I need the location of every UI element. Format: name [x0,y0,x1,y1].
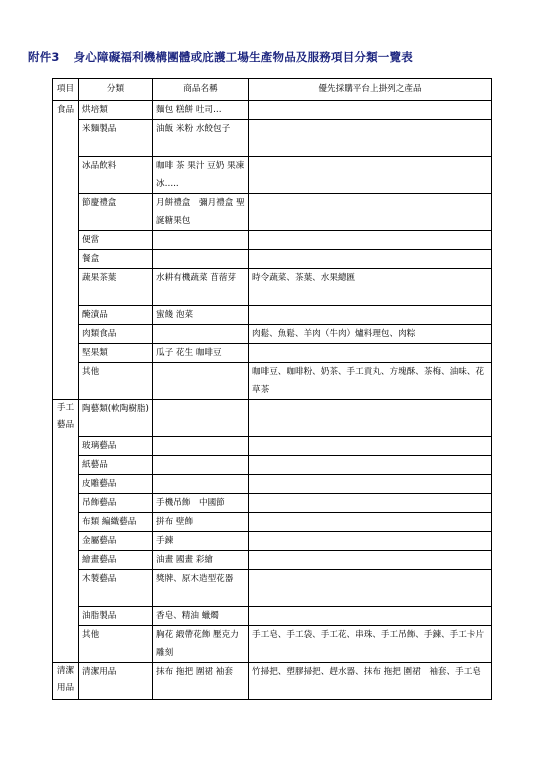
table-row [53,437,492,456]
table-row [53,344,492,363]
platform-products-cell [249,437,492,456]
table-row [53,363,492,400]
category-cell: 玻璃藝品 [79,437,153,456]
platform-products-cell: 手工皂、手工袋、手工花、串珠、手工吊飾、手鍊、手工卡片 [249,626,492,663]
platform-products-cell [249,456,492,475]
platform-products-cell [249,250,492,269]
header-item: 項目 [53,79,79,101]
category-cell: 紙藝品 [79,456,153,475]
category-cell: 皮雕藝品 [79,475,153,494]
table-row [53,494,492,513]
category-cell: 冰品飲料 [79,157,153,194]
product-name-cell [153,400,249,437]
group-label: 手工藝品 [53,400,79,663]
table-row [53,551,492,570]
table-row [53,607,492,626]
category-cell: 其他 [79,363,153,400]
category-cell: 繪畫藝品 [79,551,153,570]
table-row [53,194,492,231]
product-name-cell: 瓜子 花生 咖啡豆 [153,344,249,363]
header-product-name: 商品名稱 [153,79,249,101]
platform-products-cell [249,231,492,250]
product-name-cell: 手機吊飾 中國節 [153,494,249,513]
product-name-cell [153,325,249,344]
table-row [53,101,492,120]
category-cell: 油脂製品 [79,607,153,626]
product-name-cell: 麵包 糕餅 吐司… [153,101,249,120]
product-name-cell: 油飯 米粉 水餃包子 [153,120,249,157]
category-cell: 堅果類 [79,344,153,363]
table-row [53,306,492,325]
category-cell: 吊飾藝品 [79,494,153,513]
category-cell: 其他 [79,626,153,663]
platform-products-cell [249,513,492,532]
platform-products-cell [249,400,492,437]
platform-products-cell [249,306,492,325]
product-name-cell [153,456,249,475]
category-cell: 蔬果茶葉 [79,269,153,306]
table-row [53,400,492,437]
product-name-cell: 咖啡 茶 果汁 豆奶 果凍冰….. [153,157,249,194]
table-row [53,663,492,700]
table-row [53,269,492,306]
product-name-cell: 蜜餞 泡菜 [153,306,249,325]
category-cell: 便當 [79,231,153,250]
platform-products-cell [249,344,492,363]
product-name-cell: 水耕有機蔬菜 苜蓿芽 [153,269,249,306]
product-name-cell: 月餅禮盒 彌月禮盒 聖誕糖果包 [153,194,249,231]
platform-products-cell: 咖啡豆、咖啡粉、奶茶、手工貢丸、方塊酥、茶梅、油味、花草茶 [249,363,492,400]
group-label: 清潔用品 [53,663,79,700]
table-row [53,626,492,663]
platform-products-cell [249,607,492,626]
product-name-cell [153,231,249,250]
product-name-cell [153,363,249,400]
category-cell: 餐盒 [79,250,153,269]
platform-products-cell [249,120,492,157]
title-prefix: 附件3 [28,50,60,64]
product-classification-table [52,78,492,700]
platform-products-cell [249,194,492,231]
category-cell: 醃漬品 [79,306,153,325]
platform-products-cell [249,101,492,120]
product-name-cell: 拼布 壁飾 [153,513,249,532]
category-cell: 米麵製品 [79,120,153,157]
category-cell: 肉類食品 [79,325,153,344]
table-row [53,325,492,344]
category-cell: 清潔用品 [79,663,153,700]
table-row [53,532,492,551]
table-body [53,101,492,700]
table-row [53,475,492,494]
product-name-cell [153,250,249,269]
table-row [53,570,492,607]
group-label: 食品 [53,101,79,400]
product-name-cell: 胸花 緞帶花飾 壓克力雕刻 [153,626,249,663]
title-text: 身心障礙福利機構團體或庇護工場生產物品及服務項目分類一覽表 [73,50,413,64]
product-name-cell: 油畫 國畫 彩繪 [153,551,249,570]
table-row [53,157,492,194]
category-cell: 木製藝品 [79,570,153,607]
product-name-cell: 抹布 拖把 圍裙 袖套 [153,663,249,700]
category-cell: 陶藝類(軟陶樹脂) [79,400,153,437]
product-name-cell [153,475,249,494]
header-platform-products: 優先採購平台上掛列之產品 [249,79,492,101]
platform-products-cell [249,157,492,194]
platform-products-cell: 竹掃把、塑膠掃把、趕水器、抹布 拖把 圍裙 袖套、手工皂 [249,663,492,700]
product-name-cell [153,437,249,456]
table-row [53,231,492,250]
product-name-cell: 獎牌、原木造型花器 [153,570,249,607]
platform-products-cell: 肉鬆、魚鬆、羊肉（牛肉）爐料理包、肉粽 [249,325,492,344]
category-cell: 烘培類 [79,101,153,120]
platform-products-cell [249,570,492,607]
category-cell: 布類 編織藝品 [79,513,153,532]
header-category: 分類 [79,79,153,101]
table-header-row [53,79,492,101]
platform-products-cell [249,532,492,551]
platform-products-cell [249,475,492,494]
platform-products-cell: 時令蔬菜、茶葉、水果總匯 [249,269,492,306]
table-row [53,456,492,475]
table-row [53,513,492,532]
category-cell: 節慶禮盒 [79,194,153,231]
table-row [53,120,492,157]
product-name-cell: 香皂、精油 蠟燭 [153,607,249,626]
platform-products-cell [249,494,492,513]
table-row [53,250,492,269]
product-name-cell: 手鍊 [153,532,249,551]
category-cell: 金屬藝品 [79,532,153,551]
document-title [28,49,413,65]
platform-products-cell [249,551,492,570]
